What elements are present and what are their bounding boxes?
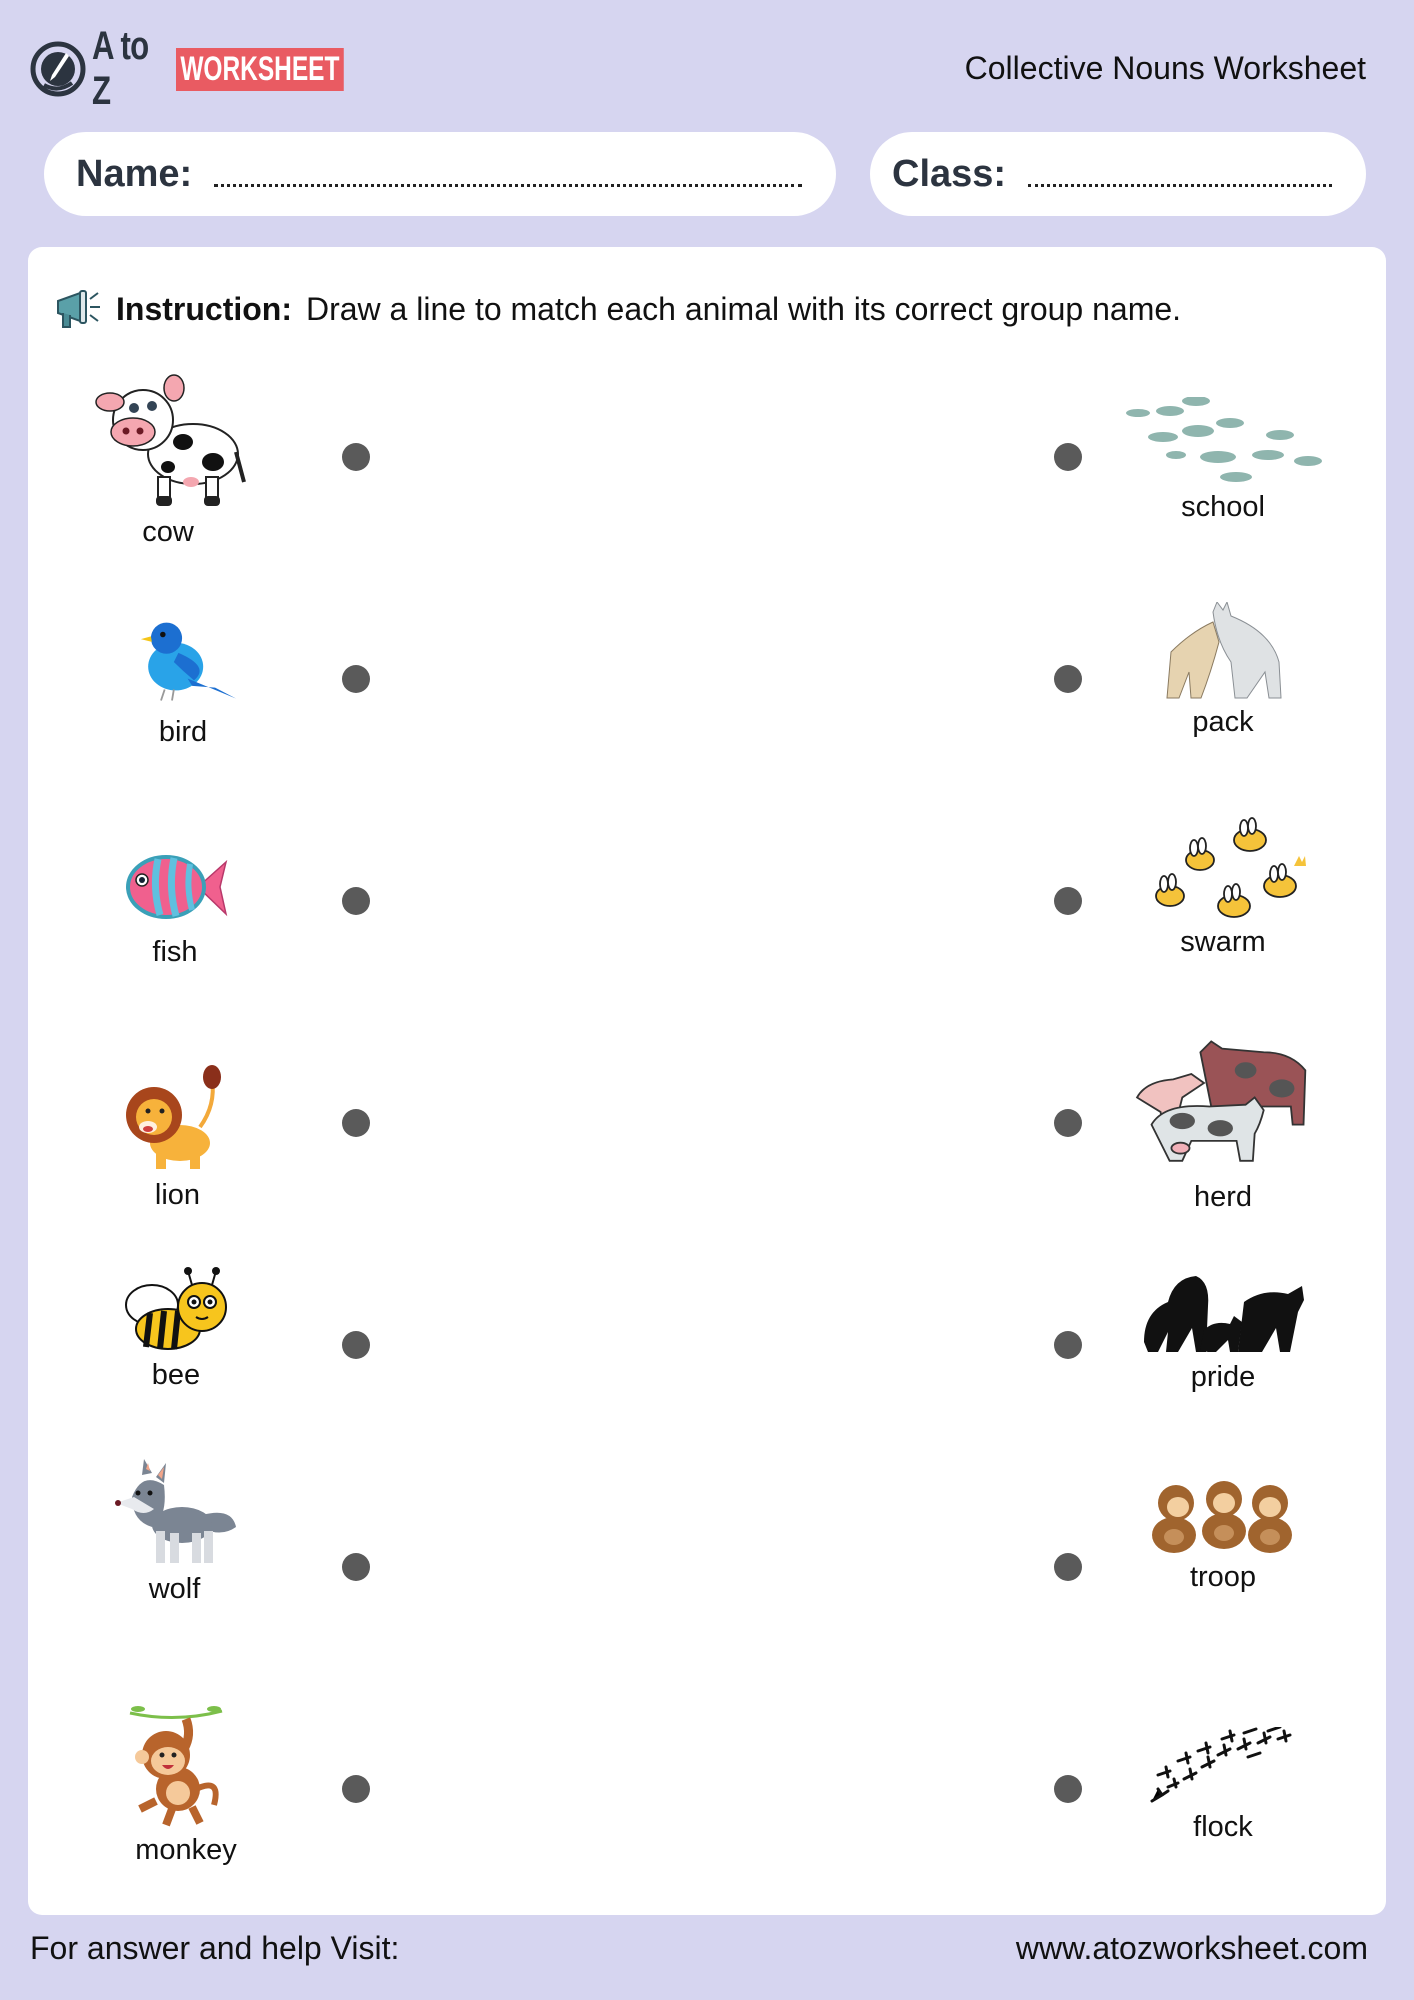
instruction bbox=[54, 287, 1181, 331]
left-match-dot-lion[interactable] bbox=[342, 1109, 370, 1137]
left-match-dot-bird[interactable] bbox=[342, 665, 370, 693]
right-item-pack bbox=[1138, 602, 1308, 739]
logo-text: A to Z bbox=[92, 24, 149, 113]
left-match-dot-monkey[interactable] bbox=[342, 1775, 370, 1803]
bee-icon bbox=[116, 1267, 236, 1355]
left-match-dot-bee[interactable] bbox=[342, 1331, 370, 1359]
right-word: pride bbox=[1190, 1361, 1256, 1393]
right-word: herd bbox=[1193, 1181, 1253, 1213]
name-write-line[interactable] bbox=[214, 184, 802, 187]
left-word: cow bbox=[142, 516, 194, 548]
left-word: fish bbox=[152, 936, 198, 968]
right-match-dot-flock[interactable] bbox=[1054, 1775, 1082, 1803]
right-match-dot-pack[interactable] bbox=[1054, 665, 1082, 693]
right-item-herd bbox=[1128, 1027, 1318, 1214]
instruction-text: Draw a line to match each animal with its correct group name. bbox=[305, 290, 1182, 327]
name-label: Name: bbox=[76, 152, 193, 195]
worksheet-title: Collective Nouns Worksheet bbox=[964, 50, 1366, 86]
left-match-dot-fish[interactable] bbox=[342, 887, 370, 915]
class-field[interactable] bbox=[870, 132, 1366, 216]
left-match-dot-cow[interactable] bbox=[342, 443, 370, 471]
right-item-flock bbox=[1138, 1717, 1308, 1844]
right-item-school bbox=[1118, 397, 1328, 524]
left-word: lion bbox=[154, 1179, 201, 1211]
right-word: school bbox=[1181, 491, 1265, 523]
left-item-bee bbox=[116, 1267, 236, 1392]
fish-school-icon bbox=[1118, 397, 1328, 487]
right-item-swarm bbox=[1138, 812, 1308, 959]
lion-pride-icon bbox=[1138, 1272, 1308, 1357]
left-item-monkey bbox=[126, 1705, 246, 1867]
left-word: monkey bbox=[135, 1834, 237, 1866]
cow-icon bbox=[88, 372, 248, 512]
right-word: troop bbox=[1189, 1561, 1257, 1593]
right-match-dot-herd[interactable] bbox=[1054, 1109, 1082, 1137]
left-item-cow bbox=[88, 372, 248, 549]
right-item-troop bbox=[1143, 1477, 1303, 1594]
left-item-wolf bbox=[112, 1457, 237, 1606]
brand-logo bbox=[30, 24, 409, 113]
right-match-dot-troop[interactable] bbox=[1054, 1553, 1082, 1581]
right-word: pack bbox=[1192, 706, 1254, 738]
worksheet-card bbox=[28, 247, 1386, 1915]
pen-logo-icon bbox=[30, 41, 86, 97]
left-item-fish bbox=[120, 837, 230, 969]
footer-help-text: For answer and help Visit: bbox=[30, 1930, 400, 1966]
left-item-bird bbox=[128, 612, 238, 749]
right-word: flock bbox=[1193, 1811, 1253, 1843]
class-write-line[interactable] bbox=[1028, 184, 1332, 187]
right-item-pride bbox=[1133, 1272, 1313, 1394]
footer-website-link[interactable]: www.atozworksheet.com bbox=[1015, 1930, 1368, 1966]
monkey-troop-icon bbox=[1148, 1479, 1298, 1557]
cow-herd-icon bbox=[1128, 1027, 1318, 1177]
wolf-icon bbox=[112, 1457, 237, 1569]
name-field[interactable] bbox=[44, 132, 836, 216]
wolf-pack-icon bbox=[1161, 602, 1286, 702]
bee-swarm-icon bbox=[1138, 812, 1308, 922]
right-match-dot-pride[interactable] bbox=[1054, 1331, 1082, 1359]
megaphone-icon bbox=[54, 287, 102, 331]
right-match-dot-swarm[interactable] bbox=[1054, 887, 1082, 915]
instruction-label: Instruction: bbox=[116, 290, 292, 327]
left-match-dot-wolf[interactable] bbox=[342, 1553, 370, 1581]
bird-icon bbox=[128, 612, 238, 712]
bird-flock-icon bbox=[1148, 1727, 1298, 1807]
monkey-icon bbox=[126, 1705, 246, 1830]
right-match-dot-school[interactable] bbox=[1054, 443, 1082, 471]
left-word: bee bbox=[151, 1359, 201, 1391]
left-word: wolf bbox=[148, 1573, 201, 1605]
lion-icon bbox=[120, 1065, 235, 1175]
left-item-lion bbox=[120, 1065, 235, 1212]
right-word: swarm bbox=[1180, 926, 1266, 958]
fish-icon bbox=[120, 842, 230, 932]
class-label: Class: bbox=[892, 152, 1007, 195]
left-word: bird bbox=[158, 716, 208, 748]
logo-badge: WORKSHEET bbox=[176, 48, 344, 91]
